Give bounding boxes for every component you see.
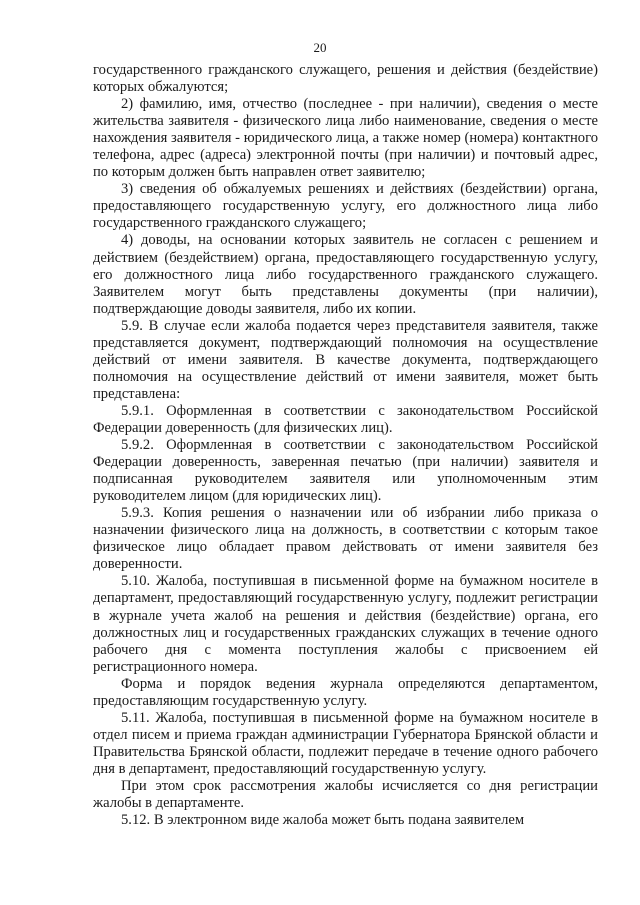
page-number: 20 [313,40,327,55]
paragraph-5-10: 5.10. Жалоба, поступившая в письменной форме на бумажном носителе в департамент, предоставляющий государственную услугу, подлежит регистрации в журнале учета жалоб на решения и действия (бездействие) органа, его должностных лиц и государственных гражданских служащих в течение одного рабочего дня с момента поступления жалобы с присвоением ей регистрационного номера. [93,573,598,675]
paragraph-5-9-2: 5.9.2. Оформленная в соответствии с законодательством Российской Федерации доверенность, заверенная печатью (при наличии) заявителя и подписанная руководителем заявителя или уполномоченным этим руководителем лицом (для юридических лиц). [93,437,598,505]
paragraph-item-3: 3) сведения об обжалуемых решениях и действиях (бездействии) органа, предоставляющего государственную услугу, его должностного лица либо государственного гражданского служащего; [93,181,598,232]
paragraph-5-11: 5.11. Жалоба, поступившая в письменной форме на бумажном носителе в отдел писем и приема граждан администрации Губернатора Брянской области и Правительства Брянской области, подлежит передаче в течение одного рабочего дня в департамент, предоставляющий государственную услугу. [93,709,598,777]
paragraph-review-term: При этом срок рассмотрения жалобы исчисляется со дня регистрации жалобы в департаменте. [93,777,598,812]
paragraph-5-9-1: 5.9.1. Оформленная в соответствии с законодательством Российской Федерации доверенность (для физических лиц). [93,402,598,436]
document-body [93,62,598,829]
paragraph-5-9: 5.9. В случае если жалоба подается через представителя заявителя, также представляется документ, подтверждающий полномочия на осуществление действий от имени заявителя. В качестве документа, подтверждающего полномочия на осуществление действий от имени заявителя, может быть представлена: [93,317,598,402]
paragraph-item-2: 2) фамилию, имя, отчество (последнее - при наличии), сведения о месте жительства заявителя - физического лица либо наименование, сведения о месте нахождения заявителя - юридического лица, а также номер (номера) контактного телефона, адрес (адреса) электронной почты (при наличии) и почтовый адрес, по которым должен быть направлен ответ заявителю; [93,96,598,181]
paragraph-continuation: государственного гражданского служащего, решения и действия (бездействие) которых обжалуются; [93,62,598,96]
paragraph-5-12: 5.12. В электронном виде жалоба может быть подана заявителем [121,812,525,829]
paragraph-journal-form: Форма и порядок ведения журнала определяются департаментом, предоставляющим государственную услугу. [93,675,598,709]
paragraph-5-9-3: 5.9.3. Копия решения о назначении или об избрании либо приказа о назначении физического лица на должность, в соответствии с которым такое физическое лицо обладает правом действовать от имени заявителя без доверенности. [93,505,598,573]
paragraph-item-4: 4) доводы, на основании которых заявитель не согласен с решением и действием (бездействием) органа, предоставляющего государственную услугу, его должностного лица либо государственного гражданского служащего. Заявителем могут быть представлены документы (при наличии), подтверждающие доводы заявителя, либо их копии. [93,232,598,317]
